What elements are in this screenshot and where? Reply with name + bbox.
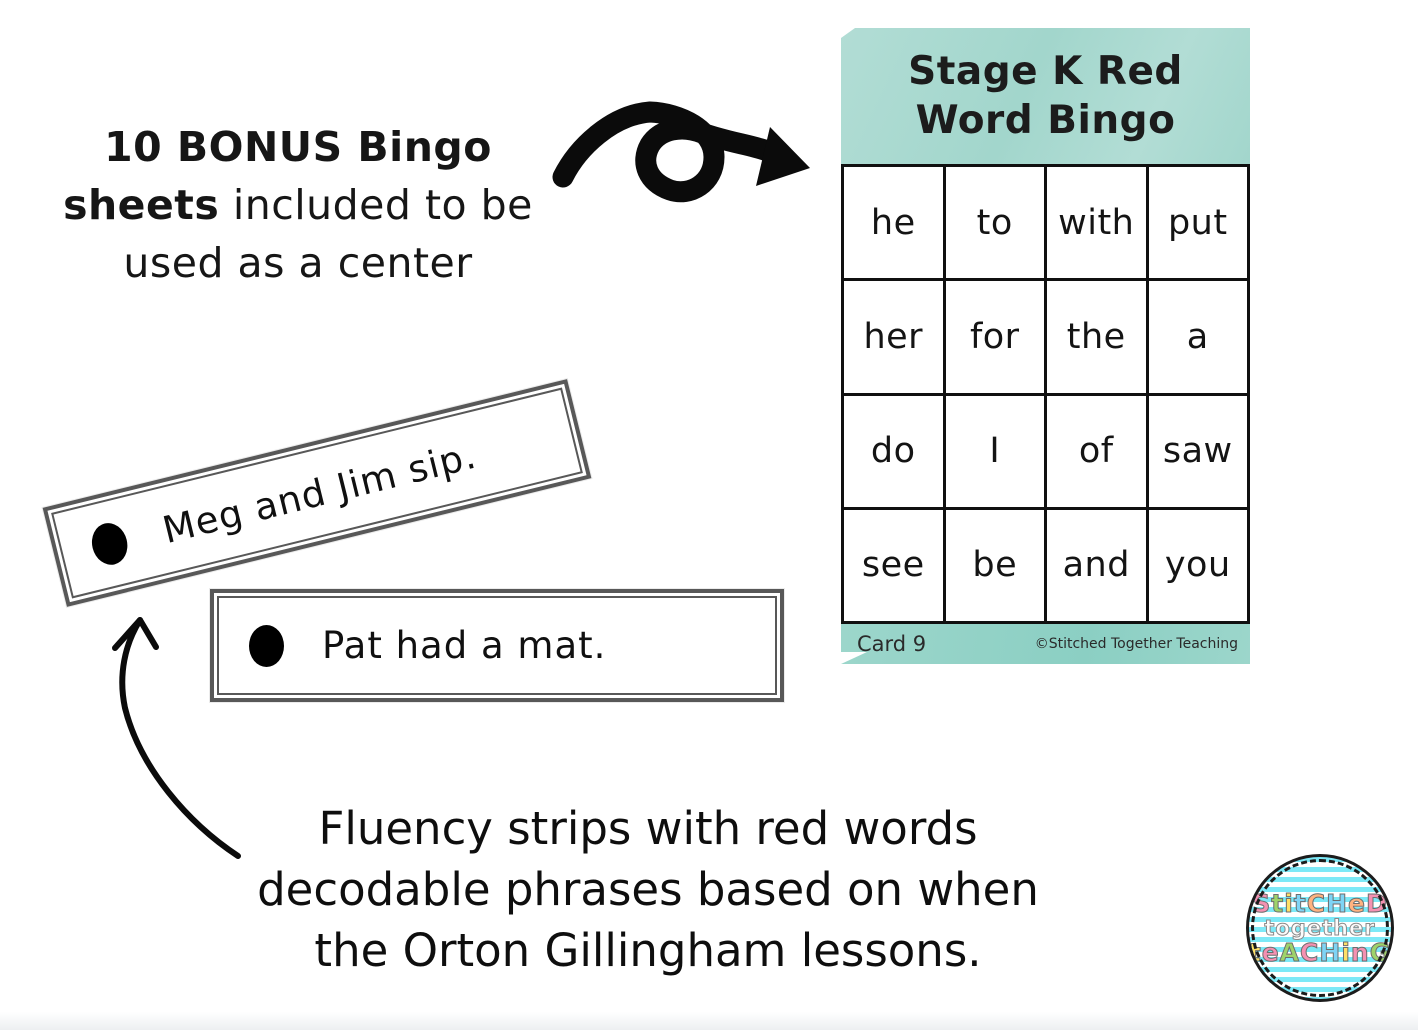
- intro-regular-text: included to be: [219, 181, 533, 229]
- intro-text: [18, 118, 578, 292]
- curly-arrow-icon: [550, 85, 820, 275]
- bingo-cell: with: [1047, 167, 1146, 278]
- logo-text: [1248, 888, 1392, 967]
- bingo-cell: for: [946, 281, 1045, 392]
- intro-bold-text: sheets: [63, 181, 220, 229]
- logo-letter: e: [1348, 888, 1366, 918]
- bingo-card-header: [841, 28, 1250, 164]
- bingo-cell: to: [946, 167, 1045, 278]
- logo-word-stitched: [1249, 888, 1392, 918]
- intro-bold-text: 10 BONUS Bingo: [104, 123, 492, 171]
- bingo-cell: I: [946, 396, 1045, 507]
- bingo-cell: he: [844, 167, 943, 278]
- fluency-strip-tilted: [43, 379, 592, 607]
- logo-letter: S: [1252, 888, 1272, 918]
- intro-line-1: [18, 118, 578, 176]
- logo-letter: t: [1271, 888, 1285, 918]
- bingo-card-footer: [841, 624, 1250, 664]
- logo-letter: C: [1300, 937, 1320, 967]
- bullet-dot-icon: [88, 519, 132, 568]
- logo-letter: t: [1248, 937, 1262, 967]
- bingo-cell: the: [1047, 281, 1146, 392]
- fluency-strip-flat: [210, 589, 784, 702]
- bingo-cell: put: [1149, 167, 1248, 278]
- bingo-grid: [841, 164, 1250, 624]
- logo-letter: G: [1369, 937, 1392, 967]
- bingo-title-line-2: Word Bingo: [915, 98, 1176, 143]
- caption-text: [98, 798, 1198, 981]
- bingo-card: [841, 26, 1250, 666]
- logo-letter: i: [1284, 888, 1294, 918]
- bingo-cell: a: [1149, 281, 1248, 392]
- fluency-strip-inner: [51, 388, 583, 599]
- bingo-cell: you: [1149, 510, 1248, 621]
- caption-line-3: the Orton Gillingham lessons.: [314, 924, 982, 977]
- logo-letter: t: [1293, 888, 1307, 918]
- caption-line-2: decodable phrases based on when: [257, 863, 1039, 916]
- copyright-credit: ©Stitched Together Teaching: [1034, 636, 1238, 652]
- bingo-cell: see: [844, 510, 943, 621]
- intro-line-3: [18, 234, 578, 292]
- fluency-strip-text: Meg and Jim sip.: [158, 433, 481, 552]
- fluency-strip-text: Pat had a mat.: [322, 624, 607, 667]
- logo-letter: e: [1261, 937, 1280, 967]
- bottom-gradient: [0, 1012, 1418, 1030]
- bingo-cell: her: [844, 281, 943, 392]
- bingo-cell: saw: [1149, 396, 1248, 507]
- logo-letter: D: [1366, 888, 1388, 918]
- bingo-title-line-1: Stage K Red: [908, 49, 1183, 94]
- intro-regular-text: used as a center: [123, 239, 473, 287]
- stitched-together-teaching-logo: [1246, 854, 1394, 1002]
- logo-word-teaching: [1248, 937, 1392, 967]
- caption-line-1: Fluency strips with red words: [318, 802, 978, 855]
- logo-letter: C: [1306, 888, 1327, 918]
- logo-letter: i: [1341, 937, 1351, 967]
- logo-word-together: together: [1264, 915, 1376, 940]
- bingo-cell: do: [844, 396, 943, 507]
- logo-letter: A: [1279, 937, 1301, 967]
- logo-letter: H: [1326, 888, 1349, 918]
- card-number-label: Card 9: [857, 632, 927, 656]
- bingo-cell: and: [1047, 510, 1146, 621]
- bingo-cell: of: [1047, 396, 1146, 507]
- fluency-strip-inner: [217, 596, 777, 695]
- logo-letter: H: [1319, 937, 1342, 967]
- logo-letter: n: [1350, 937, 1370, 967]
- intro-line-2: [18, 176, 578, 234]
- bingo-cell: be: [946, 510, 1045, 621]
